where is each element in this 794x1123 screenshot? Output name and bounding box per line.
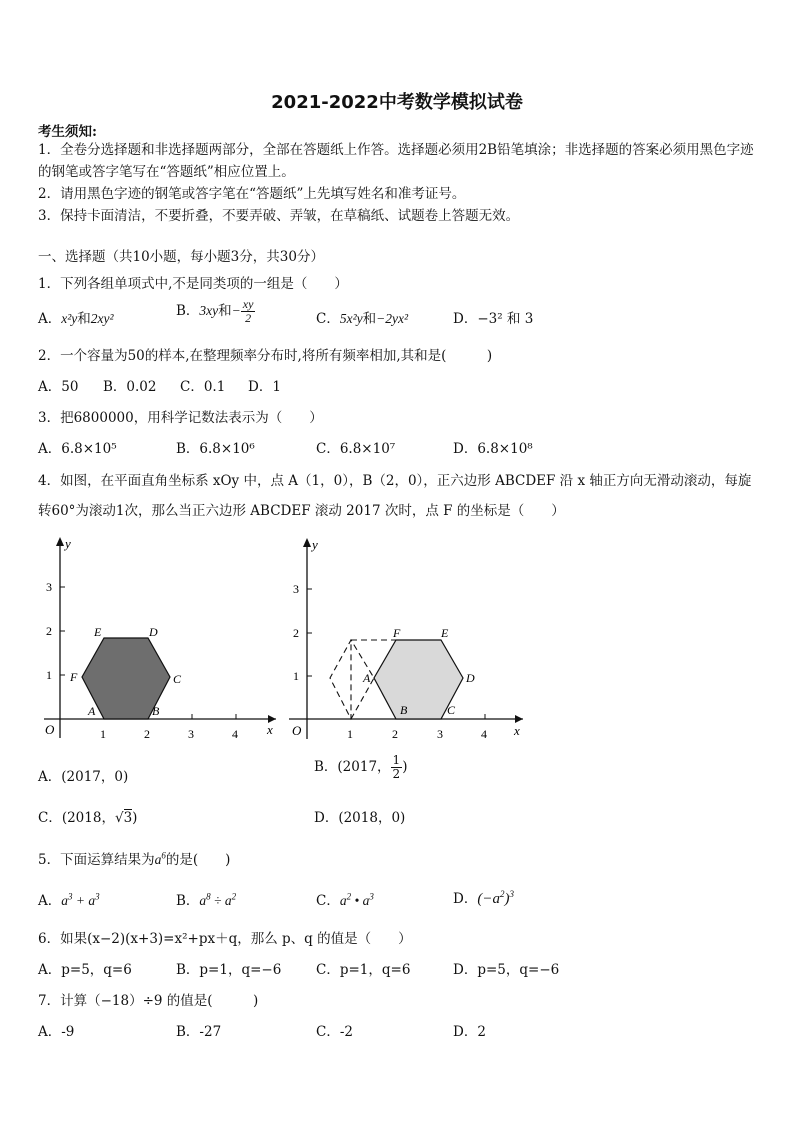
tick-x-3: 3: [437, 727, 443, 741]
tick-x-1: 1: [100, 727, 106, 741]
q4-stem-line1: 4．如图，在平面直角坐标系 xOy 中，点 A（1，0），B（2，0），正六边形 ABCDEF 沿 x 轴正方向无滑动滚动，每旋: [38, 473, 752, 489]
q4-option-a: A．(2017，0): [38, 769, 129, 785]
q2-option-b: B．0.02: [103, 379, 157, 395]
q5-stem: 5．下面运算结果为$a^6$的是( ): [38, 850, 231, 868]
vertex-d-left: D: [149, 625, 158, 639]
tick-x-4: 4: [232, 727, 238, 741]
vertex-c-right: C: [447, 703, 456, 717]
section-heading: 一、选择题（共10小题，每小题3分，共30分）: [38, 249, 324, 265]
notice-item-1: 1．全卷分选择题和非选择题两部分，全部在答题纸上作答。选择题必须用2B铅笔填涂；非选择题的答案必须用黑色字迹的钢笔或答字笔写在“答题纸”相应位置上。: [38, 142, 754, 180]
q2-option-d: D．1: [248, 379, 281, 395]
y-axis-arrow: [303, 538, 311, 547]
tick-x-3: 3: [188, 727, 194, 741]
y-axis-arrow: [56, 537, 64, 546]
q5-option-d: D．$(-a^2)^3$: [453, 889, 514, 907]
q3-stem: 3．把6800000，用科学记数法表示为（ ）: [38, 410, 323, 426]
y-label: y: [312, 537, 318, 552]
q3-option-c: C．6.8×10⁷: [316, 441, 396, 457]
q5-option-b: B．$a^8 \div a^2$: [176, 891, 237, 909]
y-label: y: [65, 536, 71, 551]
q2-option-a: A．50: [38, 379, 79, 395]
q5-option-a: A．$a^3 + a^3$: [38, 891, 100, 909]
q7-option-c: C．-2: [316, 1024, 353, 1040]
figure-left: [36, 533, 286, 748]
q6-option-d: D．p=5，q=−6: [453, 962, 560, 978]
q7-option-a: A．-9: [38, 1024, 75, 1040]
q3-option-a: A．6.8×10⁵: [38, 441, 117, 457]
origin-label: O: [292, 723, 302, 738]
tick-x-1: 1: [347, 727, 353, 741]
q3-option-b: B．6.8×10⁶: [176, 441, 255, 457]
q3-option-d: D．6.8×10⁸: [453, 441, 533, 457]
notice-item-3: 3．保持卡面清洁，不要折叠，不要弄破、弄皱，在草稿纸、试题卷上答题无效。: [38, 208, 520, 224]
tick-x-4: 4: [481, 727, 487, 741]
vertex-f-right: F: [393, 626, 401, 640]
q7-option-b: B．-27: [176, 1024, 222, 1040]
q4-option-b: B．(2017， $\frac{1}{2}$ ): [314, 753, 408, 781]
vertex-a-right: A: [363, 671, 371, 685]
tick-y-3: 3: [293, 582, 299, 596]
q2-stem: 2．一个容量为50的样本,在整理频率分布时,将所有频率相加,其和是( ): [38, 348, 493, 364]
x-label: x: [514, 723, 520, 738]
q4-option-d: D．(2018，0): [314, 810, 406, 826]
tick-y-3: 3: [46, 580, 52, 594]
notice-heading: 考生须知:: [38, 124, 97, 140]
vertex-c-left: C: [173, 672, 182, 686]
x-axis-arrow: [515, 715, 523, 723]
q7-stem: 7．计算（−18）÷9 的值是( ): [38, 993, 259, 1009]
q5-option-c: C．$a^2$ • $a^3$: [316, 891, 374, 909]
q1-option-c: C．5x²y和−2yx²: [316, 311, 409, 327]
page-title: 2021-2022中考数学模拟试卷: [271, 92, 523, 113]
vertex-e-right: E: [441, 626, 449, 640]
q6-option-b: B．p=1，q=−6: [176, 962, 282, 978]
vertex-e-left: E: [94, 625, 102, 639]
q2-option-c: C．0.1: [180, 379, 226, 395]
tick-y-2: 2: [293, 626, 299, 640]
tick-x-2: 2: [144, 727, 150, 741]
vertex-b-left: B: [152, 704, 160, 718]
tick-y-1: 1: [293, 669, 299, 683]
figure-right: [283, 536, 533, 751]
vertex-b-right: B: [400, 703, 408, 717]
vertex-d-right: D: [466, 671, 475, 685]
q7-option-d: D．2: [453, 1024, 486, 1040]
q1-option-a: A．x²y和2xy²: [38, 311, 114, 327]
q4-option-c: C．(2018，√3): [38, 810, 138, 826]
tick-y-2: 2: [46, 624, 52, 638]
notice-item-2: 2．请用黑色字迹的钢笔或答字笔在“答题纸”上先填写姓名和准考证号。: [38, 186, 466, 202]
q1-option-d: D．−3² 和 3: [453, 311, 534, 327]
q6-option-c: C．p=1，q=6: [316, 962, 411, 978]
q1-option-b: B．3xy和− $\frac{xy}{2}$: [176, 297, 254, 325]
tick-y-1: 1: [46, 668, 52, 682]
x-label: x: [267, 722, 273, 737]
tick-x-2: 2: [392, 727, 398, 741]
vertex-f-left: F: [70, 670, 78, 684]
origin-label: O: [45, 722, 55, 737]
q1-stem: 1．下列各组单项式中,不是同类项的一组是（ ）: [38, 276, 348, 292]
q4-stem-line2: 转60°为滚动1次，那么当正六边形 ABCDEF 滚动 2017 次时，点 F 的坐标是（ ）: [38, 503, 565, 519]
q6-stem: 6．如果(x−2)(x+3)=x²+px＋q，那么 p、q 的值是（ ）: [38, 931, 412, 947]
q6-option-a: A．p=5，q=6: [38, 962, 132, 978]
vertex-a-left: A: [88, 704, 96, 718]
